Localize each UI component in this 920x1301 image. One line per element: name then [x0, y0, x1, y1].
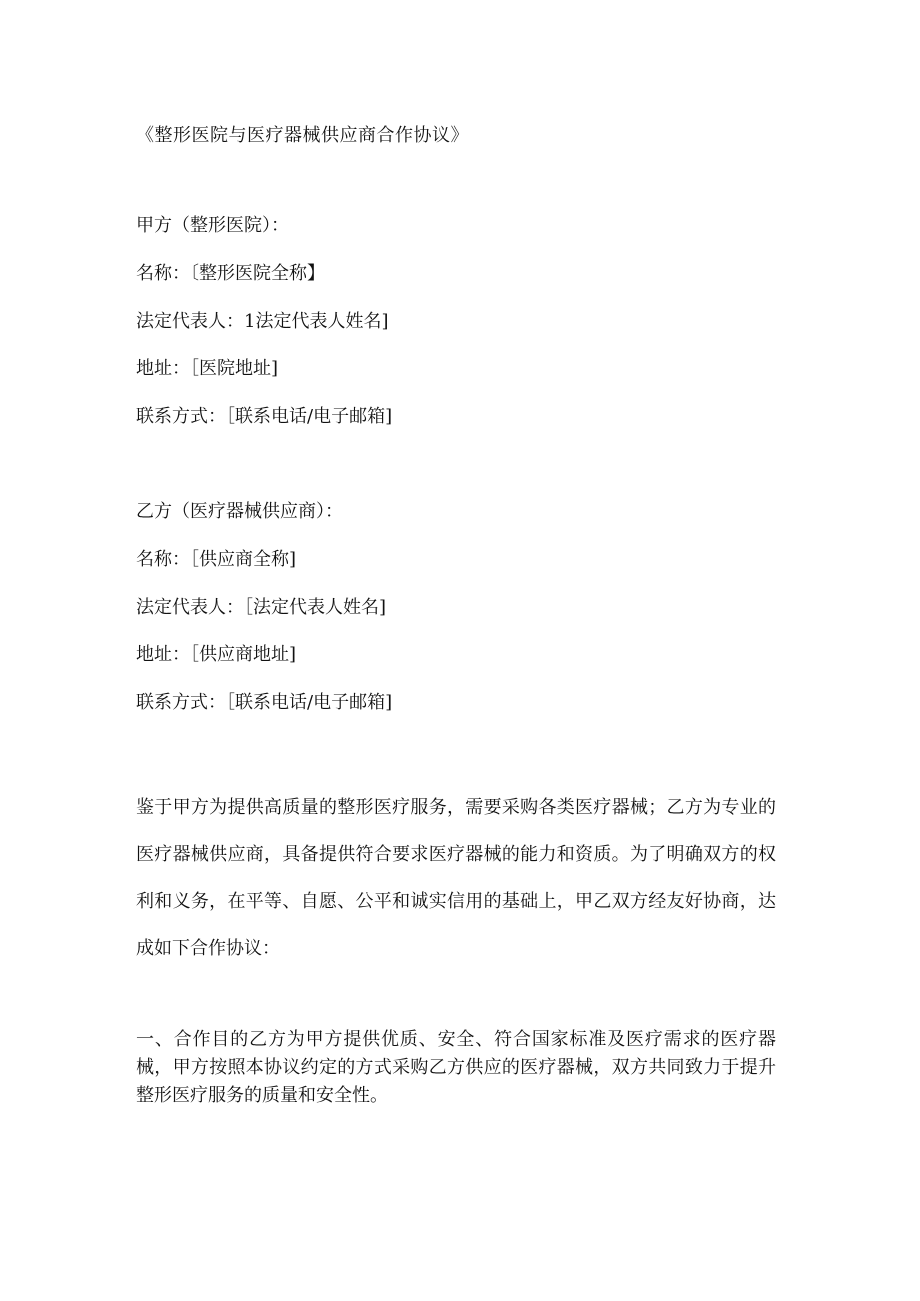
party-a-address: 地址：［医院地址] — [136, 358, 279, 379]
party-a-heading: 甲方（整形医院）： — [136, 215, 289, 236]
party-b-address: 地址：［供应商地址] — [136, 644, 297, 665]
party-b-name: 名称：［供应商全称] — [136, 549, 297, 570]
preamble-paragraph: 鉴于甲方为提供高质量的整形医疗服务，需要采购各类医疗器械；乙方为专业的医疗器械供应商，具备提供符合要求医疗器械的能力和资质。为了明确双方的权利和义务，在平等、自愿、公平和诚实信用的基础上，甲乙双方经友好协商，达成如下合作协议： — [136, 797, 776, 959]
party-b-heading: 乙方（医疗器械供应商）： — [136, 501, 343, 522]
party-a-contact: 联系方式：［联系电话/电子邮箱] — [136, 406, 393, 427]
party-b-legal-rep: 法定代表人：［法定代表人姓名] — [136, 597, 387, 618]
document-title: 《整形医院与医疗器械供应商合作协议》 — [136, 125, 469, 146]
clause-1-paragraph: 一、合作目的乙方为甲方提供优质、安全、符合国家标准及医疗需求的医疗器械，甲方按照本协议约定的方式采购乙方供应的医疗器械，双方共同致力于提升整形医疗服务的质量和安全性。 — [136, 1029, 776, 1106]
party-a-legal-rep: 法定代表人：1法定代表人姓名] — [136, 311, 389, 332]
party-a-name: 名称：〔整形医院全称】 — [136, 263, 325, 284]
party-b-contact: 联系方式：［联系电话/电子邮箱] — [136, 692, 393, 713]
